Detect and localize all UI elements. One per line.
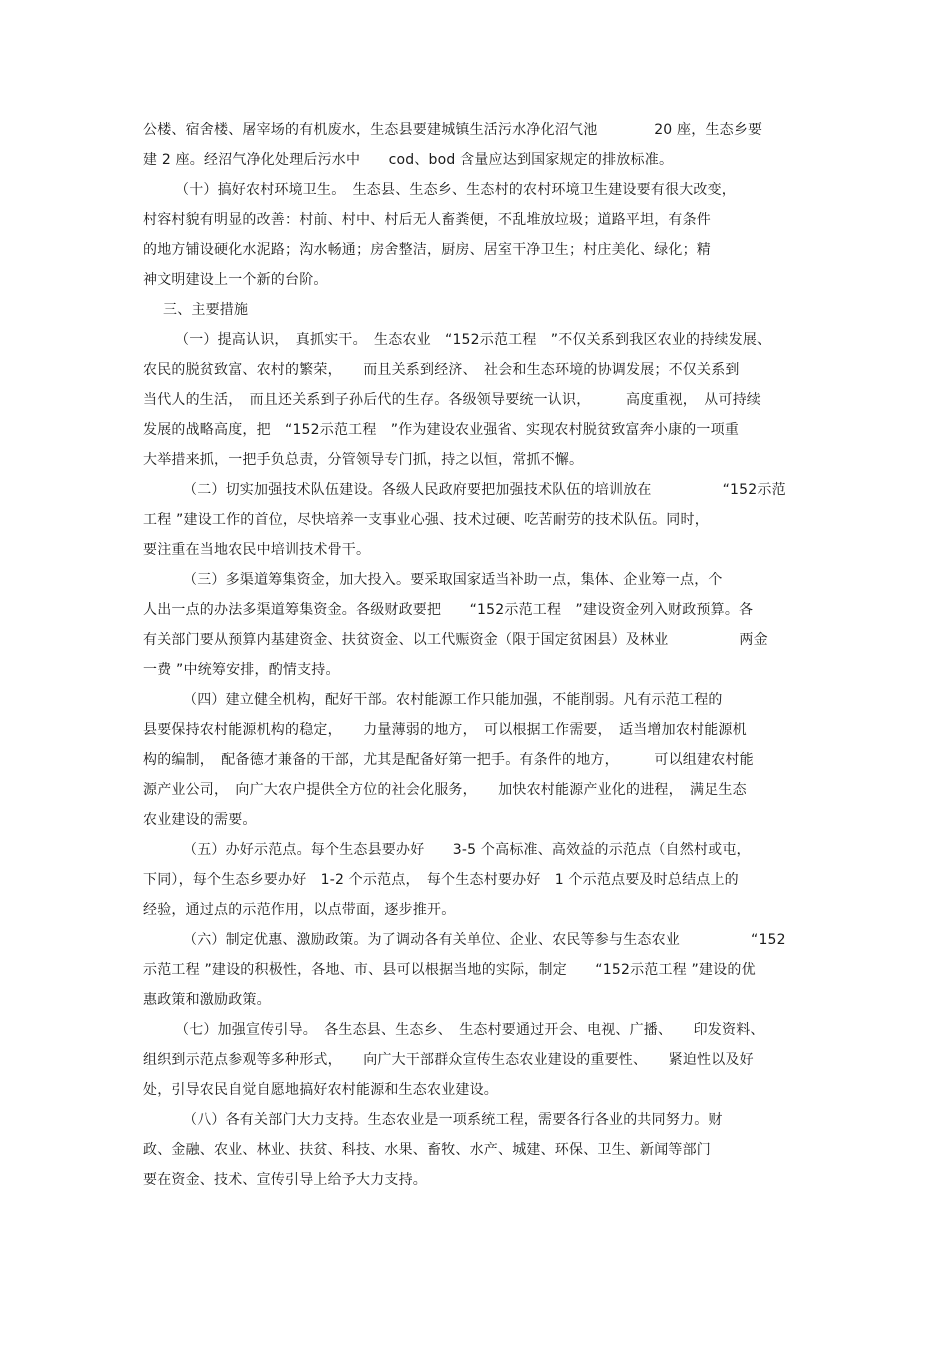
text-line: （四）建立健全机构，配好干部。农村能源工作只能加强，不能削弱。凡有示范工程的 — [183, 692, 723, 708]
text-line: 处，引导农民自觉自愿地搞好农村能源和生态农业建设。 — [143, 1082, 498, 1098]
text-line: （一）提高认识， 真抓实干。 生态农业 “152示范工程 ”不仅关系到我区农业的持续发展、 — [175, 332, 772, 348]
text-line: （七）加强宣传引导。 各生态县、生态乡、 生态村要通过开会、电视、广播、 印发资料、 — [175, 1022, 765, 1038]
text-line: 下同），每个生态乡要办好 1-2 个示范点， 每个生态村要办好 1 个示范点要及时总结点上的 — [143, 872, 739, 888]
text-line: 人出一点的办法多渠道筹集资金。各级财政要把 “152示范工程 ”建设资金列入财政预算。各 — [143, 602, 754, 618]
text-line: 当代人的生活， 而且还关系到子孙后代的生存。各级领导要统一认识， 高度重视， 从可持续 — [143, 392, 761, 408]
text-line: （八）各有关部门大力支持。生态农业是一项系统工程，需要各行各业的共同努力。财 — [183, 1112, 723, 1128]
text-line: （十）搞好农村环境卫生。 生态县、生态乡、生态村的农村环境卫生建设要有很大改变， — [175, 182, 736, 198]
text-line: 一费 ”中统筹安排，酌情支持。 — [143, 662, 340, 678]
text-line: 源产业公司， 向广大农户提供全方位的社会化服务， 加快农村能源产业化的进程， 满足生态 — [143, 782, 747, 798]
text-line: 要在资金、技术、宣传引导上给予大力支持。 — [143, 1172, 427, 1188]
text-line: 农业建设的需要。 — [143, 812, 257, 828]
text-line: 组织到示范点参观等多种形式， 向广大干部群众宣传生态农业建设的重要性、 紧迫性以及好 — [143, 1052, 754, 1068]
text-line: 经验，通过点的示范作用，以点带面，逐步推开。 — [143, 902, 456, 918]
text-line: 惠政策和激励政策。 — [143, 992, 271, 1008]
text-line: 有关部门要从预算内基建资金、扶贫资金、以工代赈资金（限于国定贫困县）及林业 两金 — [143, 632, 768, 648]
text-line: 神文明建设上一个新的台阶。 — [143, 272, 328, 288]
text-line: 的地方铺设硬化水泥路；沟水畅通；房舍整洁，厨房、居室干净卫生；村庄美化、绿化；精 — [143, 242, 711, 258]
text-line: 构的编制， 配备德才兼备的干部，尤其是配备好第一把手。有条件的地方， 可以组建农村能 — [143, 752, 754, 768]
text-line: 建 2 座。经沼气净化处理后污水中 cod、bod 含量应达到国家规定的排放标准。 — [143, 152, 674, 168]
text-line: 农民的脱贫致富、农村的繁荣， 而且关系到经济、 社会和生态环境的协调发展；不仅关系到 — [143, 362, 740, 378]
text-line: 要注重在当地农民中培训技术骨干。 — [143, 542, 371, 558]
text-line: 县要保持农村能源机构的稳定， 力量薄弱的地方， 可以根据工作需要， 适当增加农村能源机 — [143, 722, 747, 738]
text-line: 工程 ”建设工作的首位，尽快培养一支事业心强、技术过硬、吃苦耐劳的技术队伍。同时， — [143, 512, 709, 528]
text-line: 发展的战略高度，把 “152示范工程 ”作为建设农业强省、实现农村脱贫致富奔小康的一项重 — [143, 422, 740, 438]
text-line: 政、金融、农业、林业、扶贫、科技、水果、畜牧、水产、城建、环保、卫生、新闻等部门 — [143, 1142, 711, 1158]
text-line: （六）制定优惠、激励政策。为了调动各有关单位、企业、农民等参与生态农业 “152 — [183, 932, 786, 948]
text-line: 公楼、宿舍楼、屠宰场的有机废水，生态县要建城镇生活污水净化沼气池 20 座，生态乡要 — [143, 122, 763, 138]
text-line: 大举措来抓，一把手负总责，分管领导专门抓，持之以恒，常抓不懈。 — [143, 452, 584, 468]
text-line: （三）多渠道筹集资金，加大投入。要采取国家适当补助一点，集体、企业筹一点，个 — [183, 572, 723, 588]
text-line: 村容村貌有明显的改善：村前、村中、村后无人畜粪便，不乱堆放垃圾；道路平坦，有条件 — [143, 212, 711, 228]
section-heading: 三、主要措施 — [163, 302, 249, 318]
text-line: 示范工程 ”建设的积极性，各地、市、县可以根据当地的实际，制定 “152示范工程 ”建设的优 — [143, 962, 756, 978]
text-line: （二）切实加强技术队伍建设。各级人民政府要把加强技术队伍的培训放在 “152示范 — [183, 482, 786, 498]
text-line: （五）办好示范点。每个生态县要办好 3-5 个高标准、高效益的示范点（自然村或屯， — [183, 842, 751, 858]
